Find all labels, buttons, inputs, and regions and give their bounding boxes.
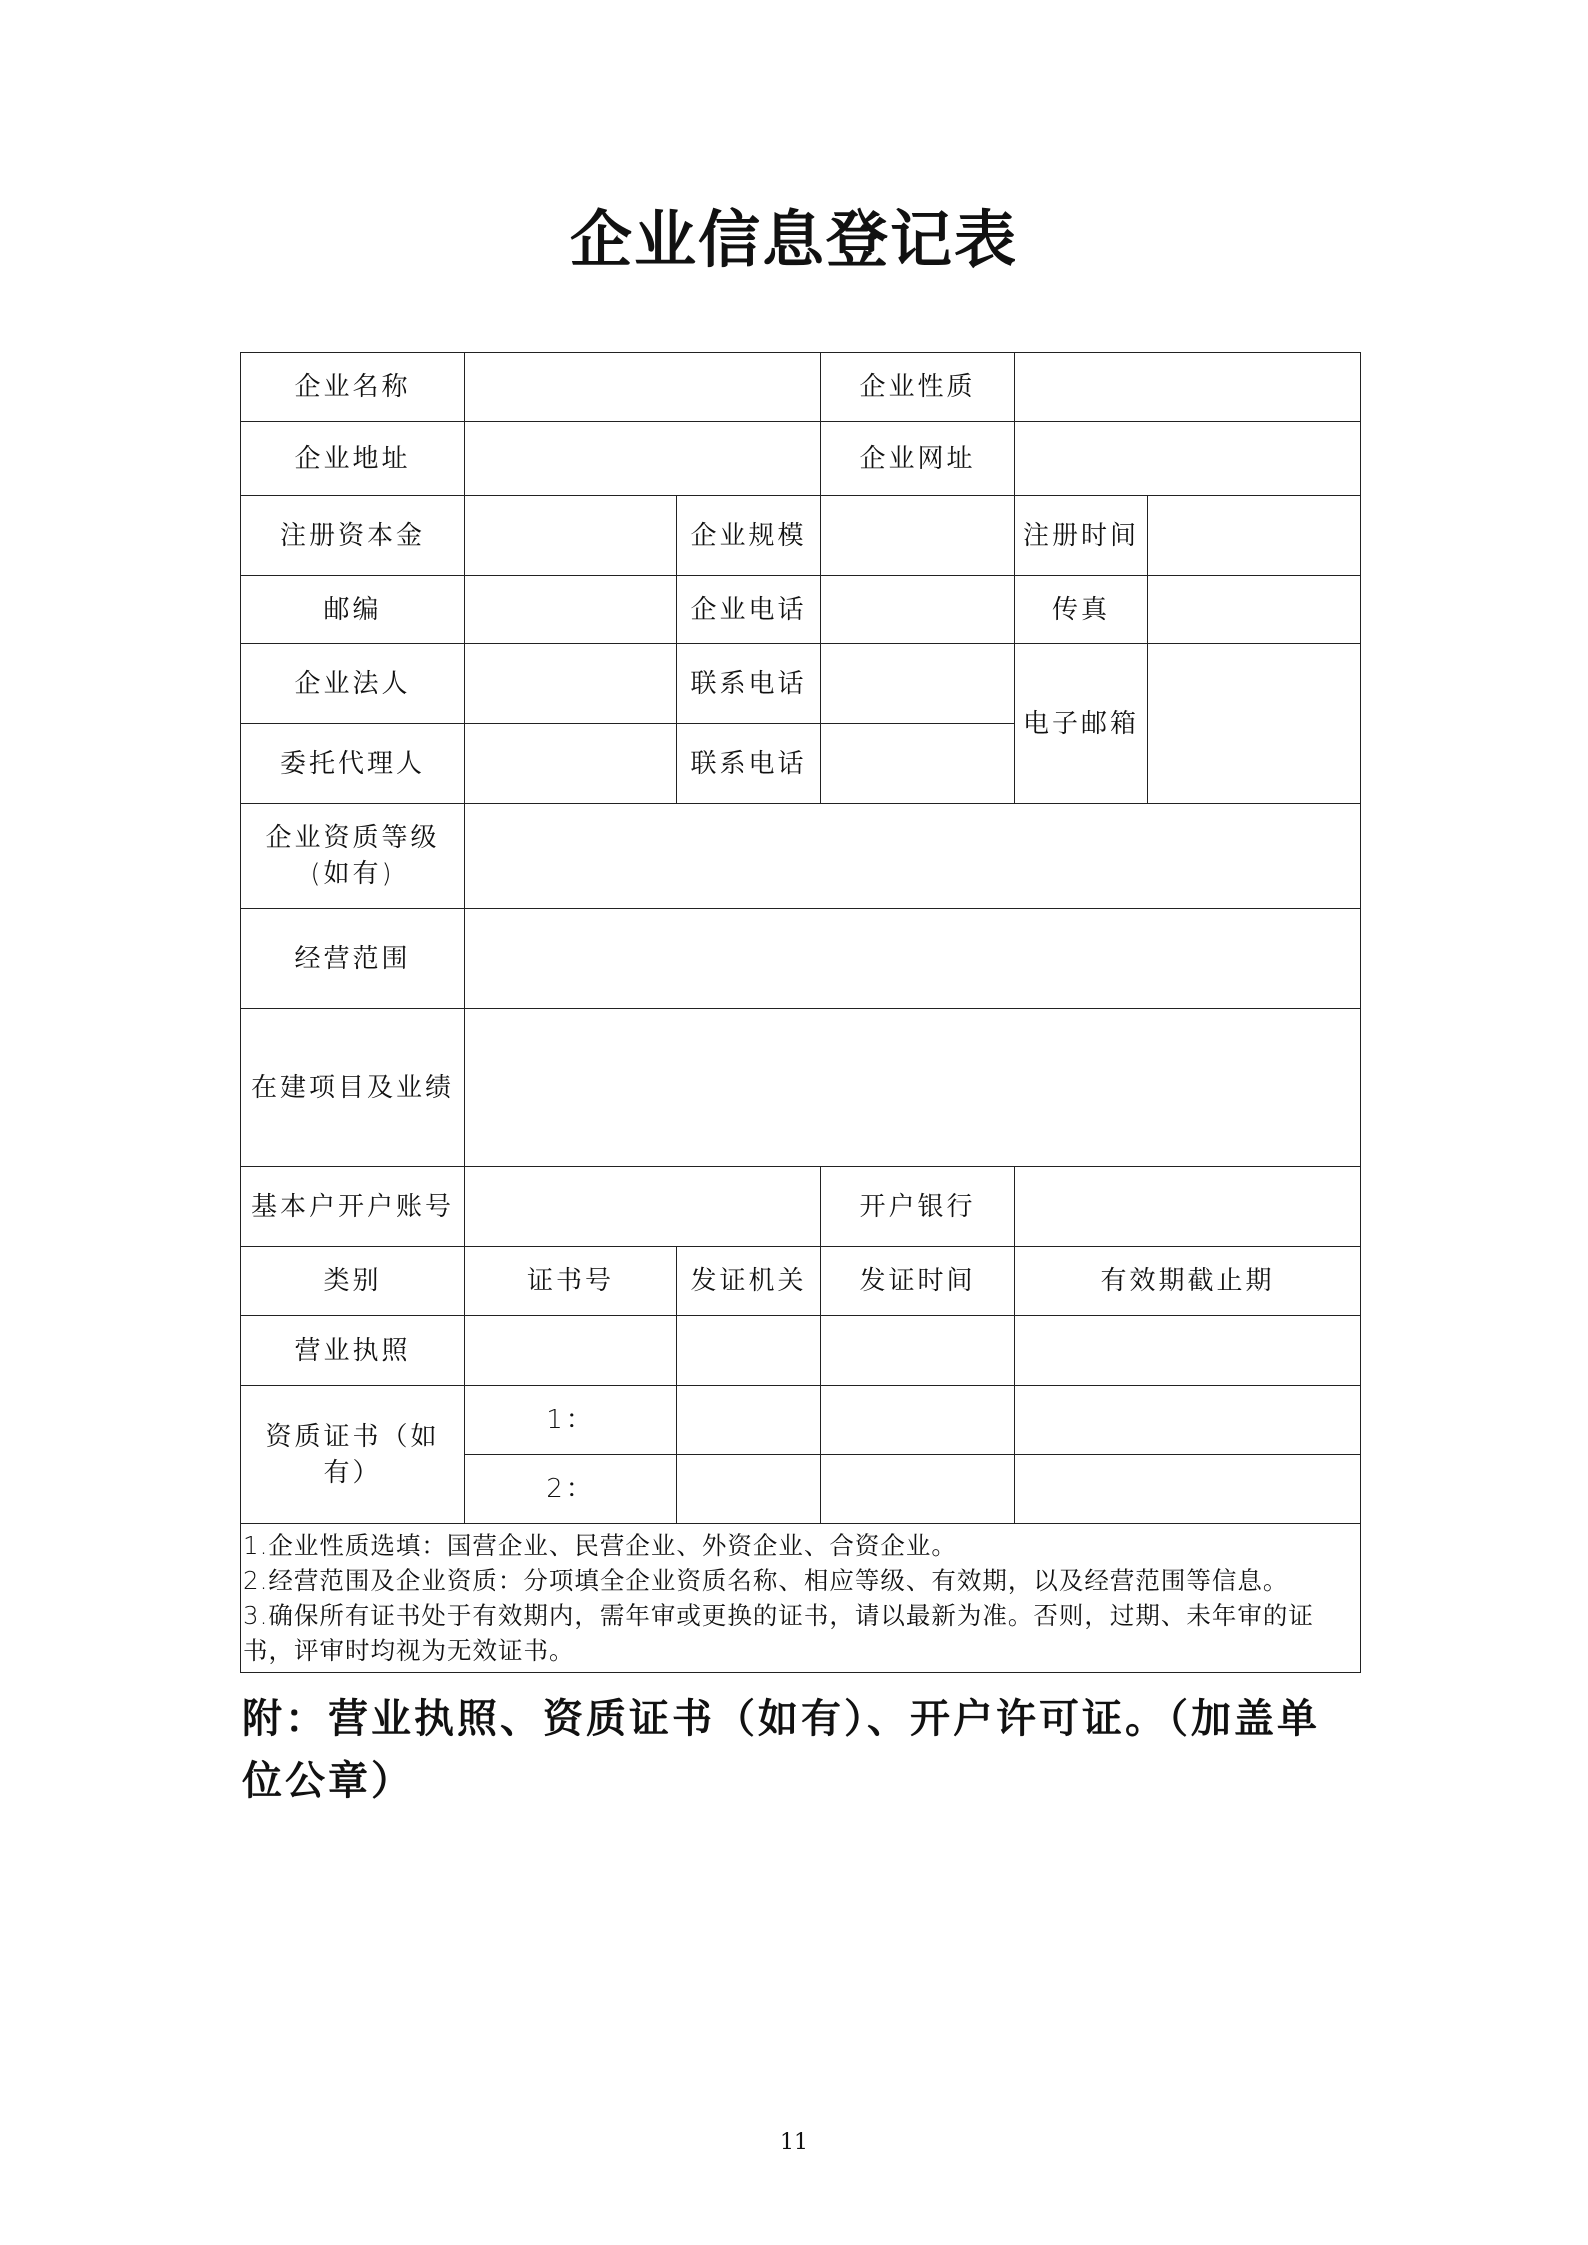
label-legal-person: 企业法人 [241, 644, 465, 724]
field-legal-person[interactable] [465, 644, 677, 724]
qualification-item-2: 2： [465, 1455, 677, 1524]
label-email: 电子邮箱 [1015, 644, 1148, 804]
field-license-expiry[interactable] [1015, 1316, 1361, 1386]
field-license-cert-no[interactable] [465, 1316, 677, 1386]
attachment-note: 附：营业执照、资质证书（如有）、开户许可证。（加盖单位公章） [242, 1696, 1320, 1804]
field-postal-code[interactable] [465, 576, 677, 644]
field-company-scale[interactable] [821, 496, 1015, 576]
field-registration-time[interactable] [1148, 496, 1361, 576]
field-qual2-issuer[interactable] [677, 1455, 821, 1524]
label-basic-account: 基本户开户账号 [241, 1167, 465, 1247]
label-company-name: 企业名称 [241, 353, 465, 422]
field-fax[interactable] [1148, 576, 1361, 644]
label-company-nature: 企业性质 [821, 353, 1015, 422]
label-postal-code: 邮编 [241, 576, 465, 644]
label-company-website: 企业网址 [821, 422, 1015, 496]
field-license-issuer[interactable] [677, 1316, 821, 1386]
field-basic-account[interactable] [465, 1167, 821, 1247]
page-title: 企业信息登记表 [569, 203, 1018, 276]
field-qualification-grade[interactable] [465, 804, 1361, 909]
field-agent[interactable] [465, 724, 677, 804]
label-contact-phone-2: 联系电话 [677, 724, 821, 804]
field-projects-performance[interactable] [465, 1009, 1361, 1167]
label-fax: 传真 [1015, 576, 1148, 644]
header-cert-no: 证书号 [465, 1247, 677, 1316]
field-registered-capital[interactable] [465, 496, 677, 576]
label-agent: 委托代理人 [241, 724, 465, 804]
label-qualification-cert: 资质证书（如有） [241, 1386, 465, 1524]
field-contact-phone-2[interactable] [821, 724, 1015, 804]
registration-table [240, 352, 1361, 1673]
field-email[interactable] [1148, 644, 1361, 804]
label-business-scope: 经营范围 [241, 909, 465, 1009]
header-expiry: 有效期截止期 [1015, 1247, 1361, 1316]
field-company-phone[interactable] [821, 576, 1015, 644]
label-registered-capital: 注册资本金 [241, 496, 465, 576]
field-qual1-issue-time[interactable] [821, 1386, 1015, 1455]
label-bank: 开户银行 [821, 1167, 1015, 1247]
label-company-phone: 企业电话 [677, 576, 821, 644]
header-category: 类别 [241, 1247, 465, 1316]
label-projects-performance: 在建项目及业绩 [241, 1009, 465, 1167]
field-bank[interactable] [1015, 1167, 1361, 1247]
note-1: 1.企业性质选填：国营企业、民营企业、外资企业、合资企业。 [243, 1531, 957, 1560]
field-qual1-issuer[interactable] [677, 1386, 821, 1455]
label-company-scale: 企业规模 [677, 496, 821, 576]
header-issue-time: 发证时间 [821, 1247, 1015, 1316]
label-qualification-grade: 企业资质等级(如有) [241, 804, 465, 909]
field-contact-phone-1[interactable] [821, 644, 1015, 724]
label-contact-phone-1: 联系电话 [677, 644, 821, 724]
field-company-address[interactable] [465, 422, 821, 496]
page-number: 11 [780, 2130, 808, 2155]
label-company-address: 企业地址 [241, 422, 465, 496]
notes-cell [241, 1524, 1361, 1673]
field-company-nature[interactable] [1015, 353, 1361, 422]
field-qual2-expiry[interactable] [1015, 1455, 1361, 1524]
field-qual2-issue-time[interactable] [821, 1455, 1015, 1524]
qualification-item-1: 1： [465, 1386, 677, 1455]
note-2: 2.经营范围及企业资质：分项填全企业资质名称、相应等级、有效期，以及经营范围等信息。 [243, 1566, 1289, 1595]
field-business-scope[interactable] [465, 909, 1361, 1009]
label-business-license: 营业执照 [241, 1316, 465, 1386]
label-registration-time: 注册时间 [1015, 496, 1148, 576]
field-license-issue-time[interactable] [821, 1316, 1015, 1386]
header-issuer: 发证机关 [677, 1247, 821, 1316]
field-company-name[interactable] [465, 353, 821, 422]
field-qual1-expiry[interactable] [1015, 1386, 1361, 1455]
field-company-website[interactable] [1015, 422, 1361, 496]
note-3: 3.确保所有证书处于有效期内，需年审或更换的证书，请以最新为准。否则，过期、未年审的证书，评审时均视为无效证书。 [243, 1601, 1314, 1665]
